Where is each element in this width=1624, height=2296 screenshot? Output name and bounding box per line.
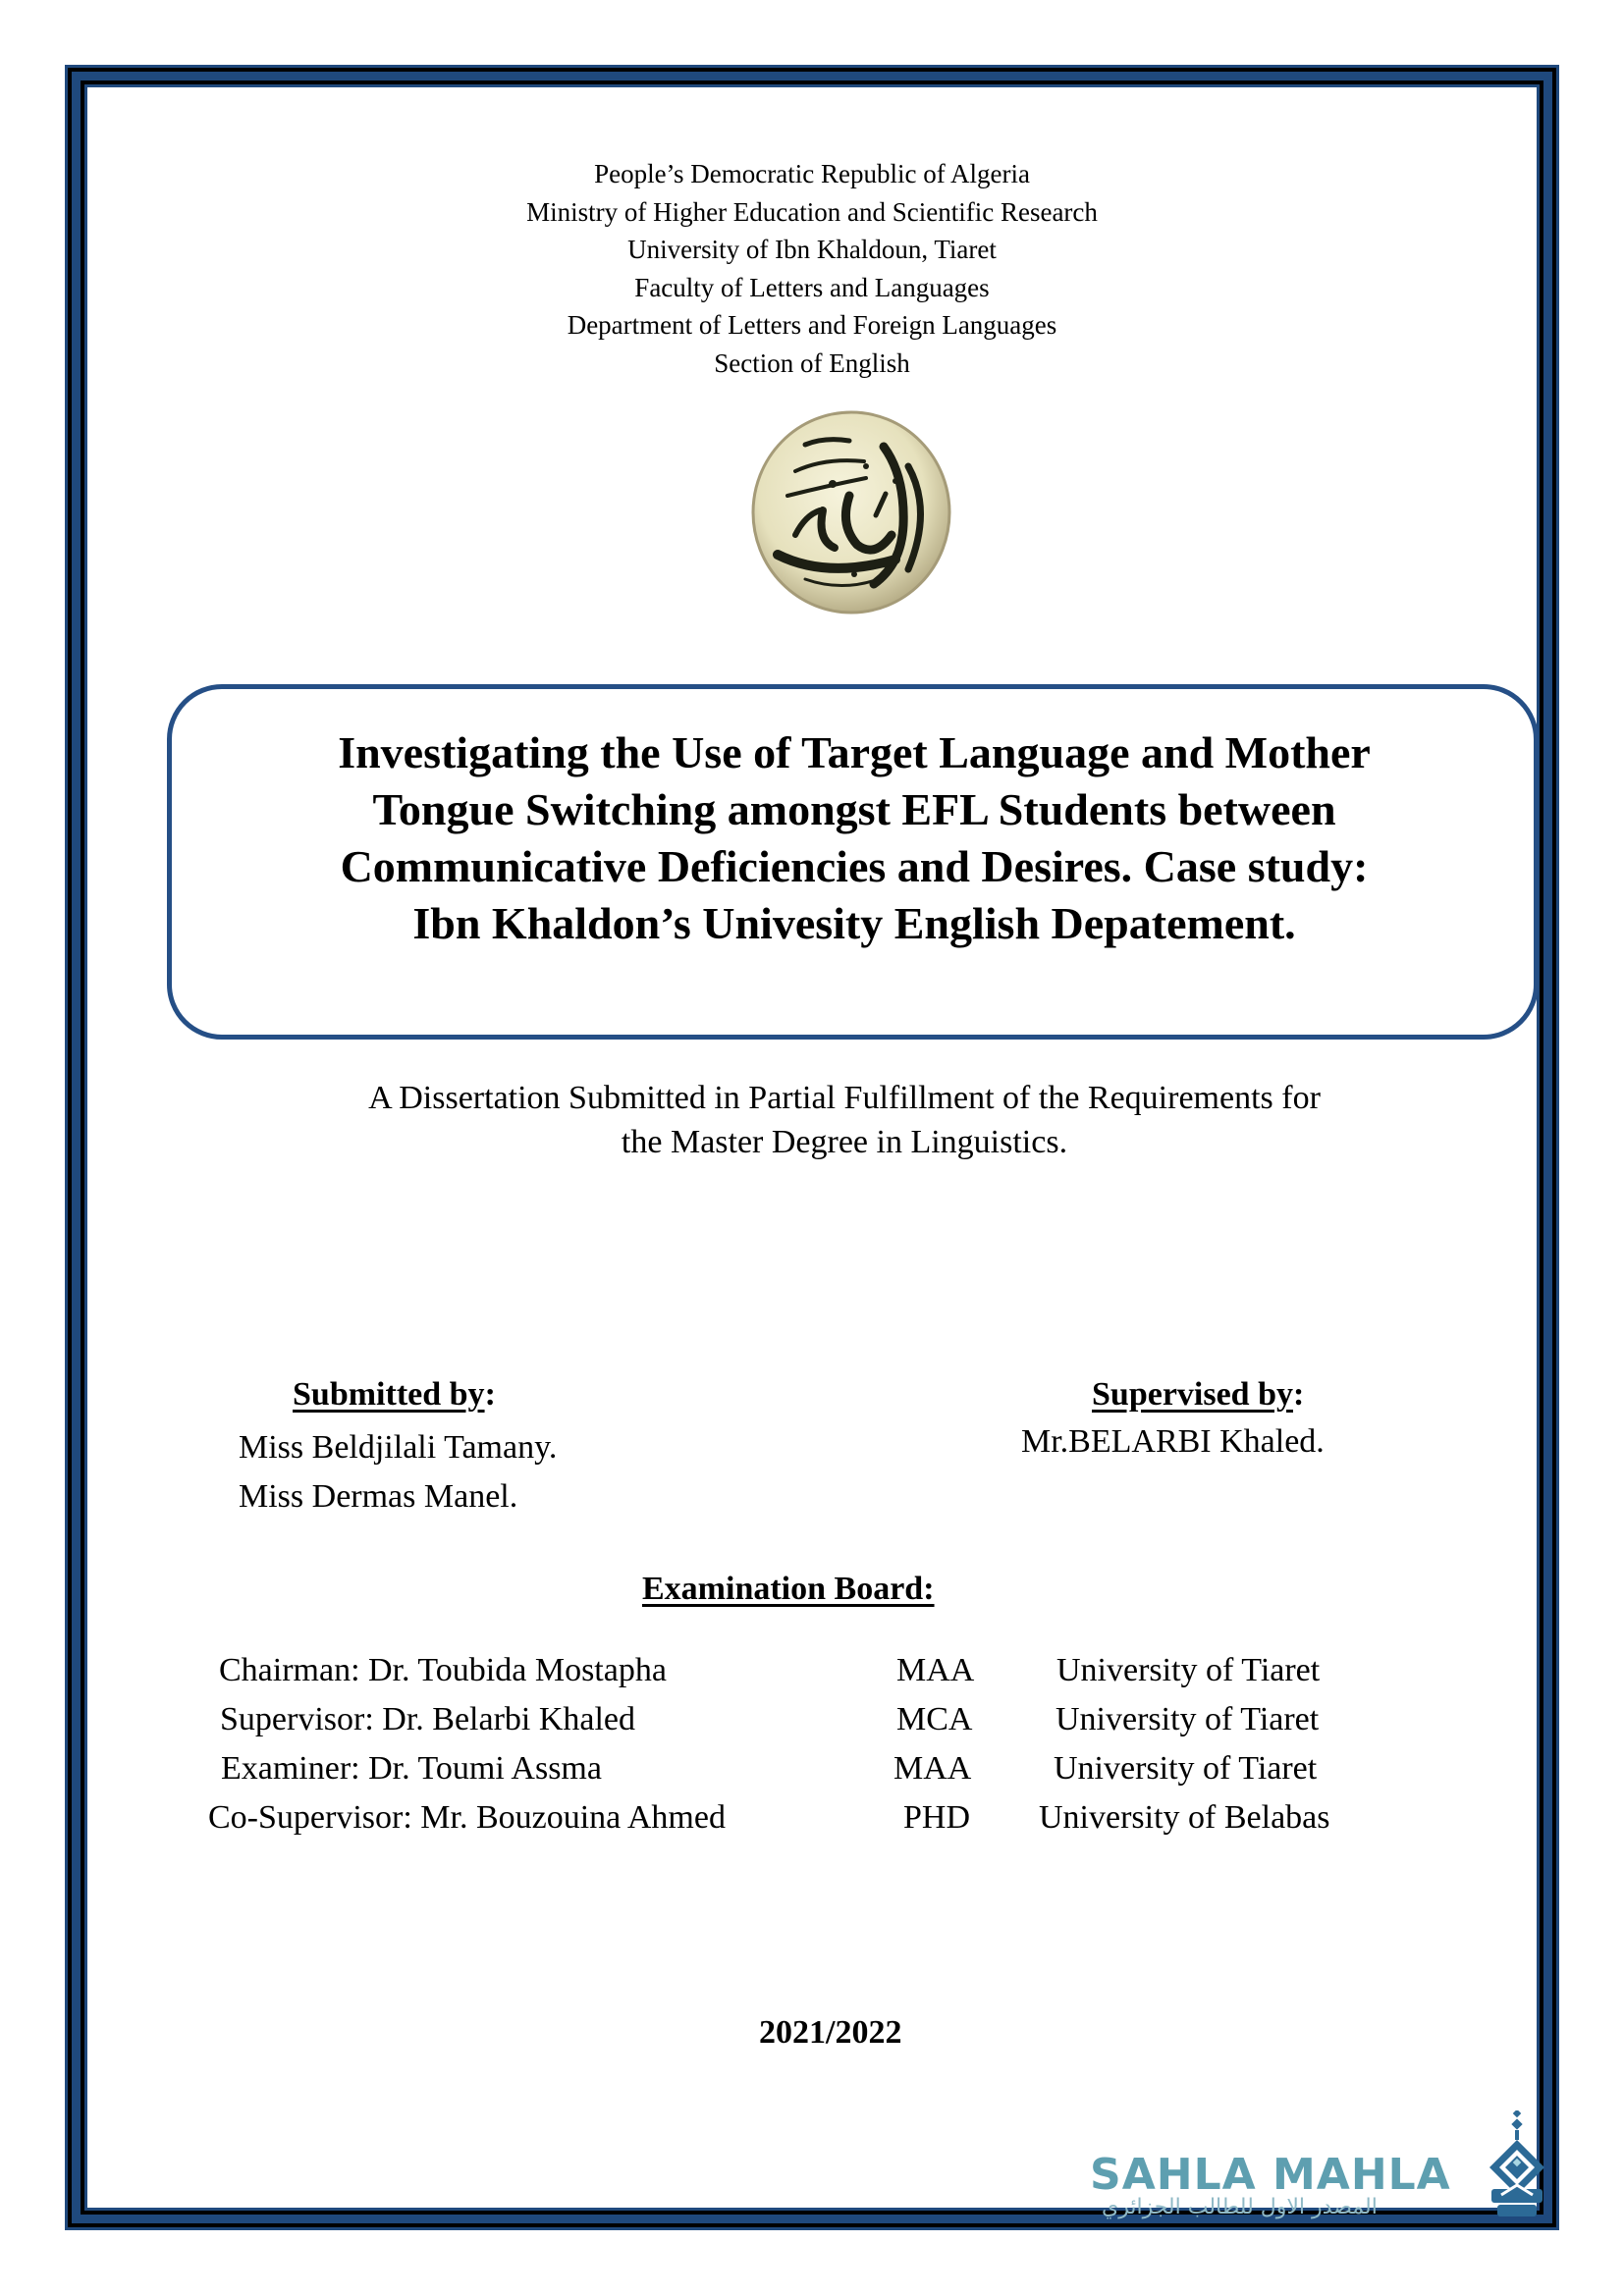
title-line: Tongue Switching amongst EFL Students between — [372, 784, 1336, 834]
header-line: People’s Democratic Republic of Algeria — [594, 159, 1030, 188]
submitted-by-label: Submitted by — [293, 1376, 485, 1413]
title-line: Communicative Deficiencies and Desires. Case study: — [340, 841, 1369, 891]
member-role-name: Co-Supervisor: Mr. Bouzouina Ahmed — [208, 1799, 726, 1836]
header-line: University of Ibn Khaldoun, Tiaret — [627, 235, 997, 264]
institution-header — [87, 155, 1537, 382]
member-role-name: Chairman: Dr. Toubida Mostapha — [219, 1652, 667, 1688]
member-university: University of Belabas — [1039, 1799, 1330, 1836]
header-line: Ministry of Higher Education and Scientific Research — [526, 196, 1098, 227]
member-rank: MCA — [896, 1701, 973, 1737]
subtitle-line: A Dissertation Submitted in Partial Fulfillment of the Requirements for — [368, 1080, 1321, 1116]
dissertation-title — [182, 724, 1527, 952]
examination-board-heading — [642, 1571, 935, 1608]
title-line: Investigating the Use of Target Language and Mother — [338, 727, 1371, 777]
supervised-by-colon: : — [1293, 1376, 1305, 1413]
member-rank: MAA — [893, 1750, 972, 1787]
student-name: Miss Dermas Manel. — [239, 1478, 518, 1515]
sahla-mahla-emblem-icon — [1488, 2110, 1546, 2226]
watermark-arabic-text: المصدر الاول للطالب الجزائري — [1102, 2195, 1378, 2219]
header-line: Department of Letters and Foreign Languages — [567, 310, 1057, 340]
supervised-by-heading — [1092, 1376, 1304, 1414]
member-role-name: Supervisor: Dr. Belarbi Khaled — [220, 1701, 636, 1737]
member-rank: PHD — [903, 1799, 971, 1836]
submitted-by-heading — [293, 1376, 496, 1414]
academic-year: 2021/2022 — [759, 2014, 902, 2051]
submitted-by-names — [239, 1423, 557, 1522]
sahla-mahla-watermark — [1090, 2110, 1542, 2226]
examination-board-label: Examination Board: — [642, 1571, 935, 1607]
student-name: Miss Beldjilali Tamany. — [239, 1429, 558, 1466]
watermark-text: SAHLA MAHLA — [1090, 2150, 1451, 2200]
member-university: University of Tiaret — [1056, 1652, 1321, 1688]
header-line: Faculty of Letters and Languages — [634, 272, 990, 302]
supervisor-name: Mr.BELARBI Khaled. — [1021, 1423, 1325, 1460]
subtitle-line: the Master Degree in Linguistics. — [621, 1124, 1068, 1160]
header-line: Section of English — [714, 347, 910, 378]
submitted-by-colon: : — [484, 1376, 496, 1413]
supervised-by-label: Supervised by — [1092, 1376, 1293, 1413]
title-line: Ibn Khaldon’s Univesity English Depatement. — [412, 898, 1296, 948]
member-university: University of Tiaret — [1054, 1750, 1318, 1787]
dissertation-subtitle — [147, 1076, 1542, 1164]
member-role-name: Examiner: Dr. Toumi Assma — [221, 1750, 602, 1787]
member-university: University of Tiaret — [1056, 1701, 1320, 1737]
university-emblem-icon — [736, 398, 964, 621]
member-rank: MAA — [896, 1652, 975, 1688]
